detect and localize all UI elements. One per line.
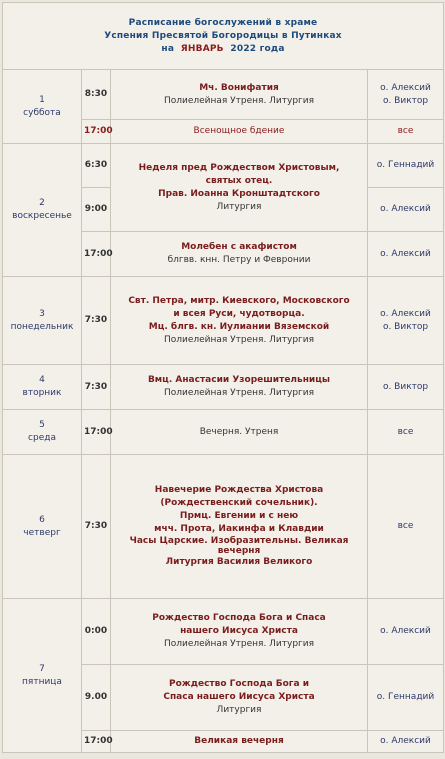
- service-cell: [111, 144, 368, 232]
- day-cell: [3, 277, 82, 365]
- service-cell: [111, 731, 368, 753]
- feast-title: Вмц. Анастасии Узорешительницы: [147, 375, 331, 385]
- day-cell: [3, 70, 82, 144]
- day-number: 4: [39, 375, 45, 385]
- table-row: [3, 455, 444, 599]
- priest-name: все: [397, 426, 414, 437]
- priest-cell: [368, 70, 444, 120]
- day-cell: [3, 365, 82, 410]
- header-line-2: Успения Пресвятой Богородицы в Путинках: [104, 30, 342, 41]
- table-row: [3, 277, 444, 365]
- service-text: Литургия: [216, 201, 262, 212]
- priest-name: о. Геннадий: [376, 692, 435, 702]
- time-cell: 9:00: [82, 188, 111, 232]
- time-cell: 7:30: [82, 365, 111, 410]
- feast-title: Свт. Петра, митр. Киевского, Московского: [128, 295, 350, 306]
- priest-cell: [368, 232, 444, 277]
- feast-title: Прав. Иоанна Кронштадтского: [158, 188, 320, 199]
- feast-title: Великая вечерня: [194, 736, 284, 746]
- feast-title: Мч. Вонифатия: [199, 82, 279, 93]
- day-number: 3: [39, 308, 45, 319]
- day-cell: [3, 410, 82, 455]
- priest-name: о. Виктор: [382, 321, 429, 332]
- header-year: 2022 года: [230, 43, 285, 54]
- time-cell: 17:00: [82, 731, 111, 753]
- service-text: Литургия: [216, 705, 262, 715]
- day-number: 2: [39, 198, 45, 208]
- priest-name: о. Виктор: [382, 381, 429, 392]
- priest-cell: [368, 455, 444, 599]
- priest-name: о. Алексий: [380, 248, 431, 259]
- feast-title: Часы Царские. Изобразительны. Великая вечерня: [129, 536, 349, 556]
- priest-cell: [368, 120, 444, 144]
- service-text: Полиелейная Утреня. Литургия: [163, 388, 315, 398]
- priest-cell: [368, 365, 444, 410]
- service-text: Полиелейная Утреня. Литургия: [163, 334, 315, 345]
- day-name: вторник: [22, 388, 62, 398]
- feast-title: (Рождественский сочельник).: [160, 498, 318, 508]
- priest-name: о. Алексий: [380, 736, 431, 746]
- priest-name: о. Геннадий: [376, 160, 435, 170]
- header-line-1: Расписание богослужений в храме: [128, 17, 318, 28]
- feast-title: мчч. Прота, Иакинфа и Клавдии: [154, 524, 324, 534]
- service-cell: [111, 665, 368, 731]
- day-cell: [3, 599, 82, 753]
- day-number: 1: [39, 94, 45, 105]
- service-text: Полиелейная Утреня. Литургия: [163, 639, 315, 649]
- table-row: [3, 70, 444, 120]
- service-cell: [111, 120, 368, 144]
- feast-title: святых отец.: [205, 175, 273, 186]
- service-text: Вечерня. Утреня: [199, 426, 279, 437]
- time-cell: 7:30: [82, 277, 111, 365]
- time-cell: 8:30: [82, 70, 111, 120]
- time-cell: 0:00: [82, 599, 111, 665]
- feast-title: нашего Иисуса Христа: [180, 626, 298, 636]
- service-cell: [111, 410, 368, 455]
- priest-cell: [368, 144, 444, 188]
- priest-name: все: [397, 126, 414, 136]
- priest-name: о. Алексий: [380, 204, 431, 214]
- service-cell: [111, 232, 368, 277]
- day-name: суббота: [23, 107, 61, 118]
- feast-title: Прмц. Евгении и с нею: [179, 511, 299, 521]
- service-cell: [111, 599, 368, 665]
- day-number: 7: [39, 663, 45, 674]
- schedule-header: [3, 3, 444, 70]
- feast-title: Спаса нашего Иисуса Христа: [163, 692, 315, 702]
- table-row: [3, 365, 444, 410]
- time-cell: 17:00: [82, 120, 111, 144]
- feast-title: Навечерие Рождества Христова: [154, 485, 324, 495]
- priest-name: все: [397, 521, 414, 531]
- service-cell: [111, 70, 368, 120]
- service-text: Всенощное бдение: [193, 126, 285, 136]
- table-row: [3, 144, 444, 188]
- feast-title: Рождество Господа Бога и: [168, 679, 310, 689]
- header-line-3: [5, 43, 441, 56]
- time-cell: 9.00: [82, 665, 111, 731]
- service-cell: [111, 455, 368, 599]
- day-name: среда: [28, 433, 56, 443]
- service-cell: [111, 277, 368, 365]
- day-number: 6: [39, 514, 45, 525]
- day-name: четверг: [23, 527, 61, 538]
- priest-name: о. Виктор: [382, 95, 429, 106]
- table-row: [3, 410, 444, 455]
- priest-cell: [368, 599, 444, 665]
- priest-cell: [368, 277, 444, 365]
- priest-cell: [368, 188, 444, 232]
- header-prefix: на: [161, 43, 175, 54]
- time-cell: 7:30: [82, 455, 111, 599]
- feast-title: Литургия Василия Великого: [165, 557, 313, 567]
- time-cell: 6:30: [82, 144, 111, 188]
- time-cell: 17:00: [82, 410, 111, 455]
- day-name: воскресенье: [12, 211, 72, 221]
- priest-cell: [368, 731, 444, 753]
- priest-name: о. Алексий: [380, 308, 431, 319]
- priest-cell: [368, 410, 444, 455]
- service-text: Полиелейная Утреня. Литургия: [163, 95, 315, 106]
- day-cell: [3, 144, 82, 277]
- table-row: [3, 599, 444, 665]
- priest-name: о. Алексий: [380, 626, 431, 636]
- day-number: 5: [39, 420, 45, 430]
- header-month: ЯНВАРЬ: [180, 43, 224, 54]
- day-cell: [3, 455, 82, 599]
- feast-title: Рождество Господа Бога и Спаса: [152, 613, 326, 623]
- day-name: понедельник: [10, 321, 74, 332]
- feast-title: Мц. блгв. кн. Иулиании Вяземской: [148, 321, 330, 332]
- priest-cell: [368, 665, 444, 731]
- feast-title: Неделя пред Рождеством Христовым,: [138, 162, 340, 173]
- time-cell: 17:00: [82, 232, 111, 277]
- feast-title: и всея Руси, чудотворца.: [173, 308, 305, 319]
- schedule-table: [2, 2, 444, 753]
- service-text: блгвв. кнн. Петру и Февронии: [167, 255, 311, 265]
- day-name: пятница: [22, 676, 62, 687]
- priest-name: о. Алексий: [380, 82, 431, 93]
- service-cell: [111, 365, 368, 410]
- feast-title: Молебен с акафистом: [181, 242, 297, 252]
